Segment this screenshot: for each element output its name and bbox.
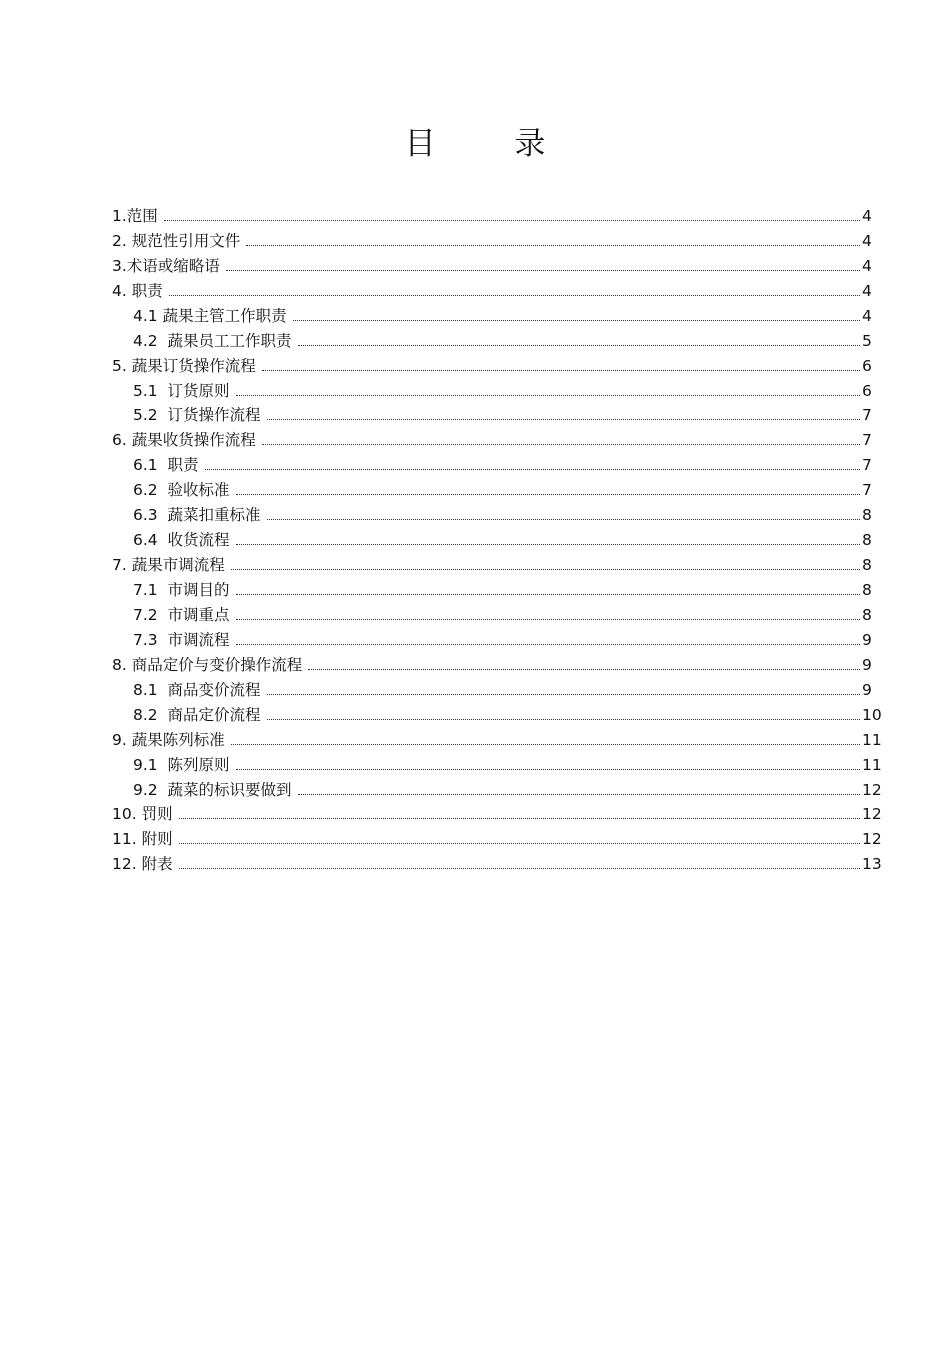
toc-dot-leader <box>179 843 860 844</box>
toc-dot-leader <box>298 794 860 795</box>
toc-entry[interactable] <box>112 201 898 226</box>
toc-dot-leader <box>205 469 860 470</box>
toc-dot-leader <box>231 569 860 570</box>
toc-entry[interactable] <box>112 800 898 825</box>
toc-entry-page-number: 6 <box>862 356 872 375</box>
toc-dot-leader <box>169 295 860 296</box>
toc-entry-label: 9.1 陈列原则 <box>133 755 230 774</box>
toc-entry[interactable] <box>112 251 898 276</box>
toc-entry[interactable] <box>112 301 898 326</box>
toc-dot-leader <box>236 594 860 595</box>
toc-entry-page-number: 7 <box>862 431 872 450</box>
toc-entry-label: 6.4 收货流程 <box>133 531 230 550</box>
toc-entry-page-number: 8 <box>862 581 872 599</box>
toc-entry-label: 5. 蔬果订货操作流程 <box>112 356 256 375</box>
toc-dot-leader <box>308 669 860 670</box>
toc-dot-leader <box>236 769 860 770</box>
toc-entry-label: 11. 附则 <box>112 830 173 849</box>
toc-dot-leader <box>246 245 860 246</box>
toc-dot-leader <box>236 544 860 545</box>
toc-dot-leader <box>236 619 860 620</box>
toc-entry[interactable] <box>112 849 898 874</box>
toc-entry-label: 5.1 订货原则 <box>133 381 230 400</box>
table-of-contents <box>112 201 898 874</box>
toc-entry-label: 8.1 商品变价流程 <box>133 680 261 699</box>
toc-entry-page-number: 9 <box>862 680 872 699</box>
toc-entry-page-number: 12 <box>862 830 882 849</box>
toc-dot-leader <box>236 494 860 495</box>
toc-entry-page-number: 12 <box>862 780 882 799</box>
toc-entry[interactable] <box>112 376 898 401</box>
toc-entry-label: 5.2 订货操作流程 <box>133 406 261 425</box>
toc-entry[interactable] <box>112 650 898 675</box>
toc-entry[interactable] <box>112 276 898 301</box>
toc-entry[interactable] <box>112 500 898 525</box>
toc-entry-label: 10. 罚则 <box>112 805 173 824</box>
toc-dot-leader <box>267 519 860 520</box>
toc-entry-label: 2. 规范性引用文件 <box>112 231 241 250</box>
toc-dot-leader <box>236 644 860 645</box>
toc-entry[interactable] <box>112 675 898 700</box>
toc-entry-page-number: 13 <box>862 855 882 874</box>
toc-entry[interactable] <box>112 226 898 251</box>
toc-entry-page-number: 8 <box>862 531 872 550</box>
toc-entry-page-number: 7 <box>862 406 872 425</box>
toc-dot-leader <box>262 444 860 445</box>
toc-entry-page-number: 9 <box>862 655 872 674</box>
toc-entry-label: 7.1 市调目的 <box>133 581 230 599</box>
toc-entry-page-number: 12 <box>862 805 882 824</box>
toc-entry-label: 3.术语或缩略语 <box>112 256 220 275</box>
toc-entry[interactable] <box>112 625 898 650</box>
toc-entry-label: 7.2 市调重点 <box>133 605 230 624</box>
toc-entry-page-number: 4 <box>862 256 872 275</box>
toc-dot-leader <box>179 868 860 869</box>
toc-entry-label: 12. 附表 <box>112 855 173 874</box>
toc-entry[interactable] <box>112 575 898 600</box>
page-title: 目 录 <box>404 126 546 162</box>
toc-dot-leader <box>236 395 860 396</box>
toc-entry-label: 6. 蔬果收货操作流程 <box>112 431 256 450</box>
toc-entry[interactable] <box>112 425 898 450</box>
toc-entry[interactable] <box>112 401 898 426</box>
toc-entry-page-number: 7 <box>862 481 872 500</box>
toc-dot-leader <box>293 320 860 321</box>
toc-entry-label: 4.2 蔬果员工工作职责 <box>133 331 292 350</box>
toc-entry-label: 1.范围 <box>112 206 158 225</box>
toc-entry-label: 9.2 蔬菜的标识要做到 <box>133 780 292 799</box>
toc-entry[interactable] <box>112 775 898 800</box>
toc-entry-label: 8. 商品定价与变价操作流程 <box>112 655 303 674</box>
toc-entry-label: 6.3 蔬菜扣重标准 <box>133 506 261 525</box>
toc-dot-leader <box>179 818 860 819</box>
toc-entry-label: 9. 蔬果陈列标准 <box>112 730 225 749</box>
toc-entry-label: 4. 职责 <box>112 281 163 300</box>
toc-entry-page-number: 8 <box>862 506 872 525</box>
toc-entry-label: 4.1 蔬果主管工作职责 <box>133 306 287 325</box>
toc-entry[interactable] <box>112 525 898 550</box>
toc-entry[interactable] <box>112 824 898 849</box>
toc-entry-page-number: 11 <box>862 730 882 749</box>
toc-entry[interactable] <box>112 326 898 351</box>
toc-entry[interactable] <box>112 700 898 725</box>
toc-entry-page-number: 8 <box>862 605 872 624</box>
toc-dot-leader <box>267 719 860 720</box>
toc-entry-label: 8.2 商品定价流程 <box>133 705 261 724</box>
toc-dot-leader <box>267 694 860 695</box>
toc-entry-page-number: 4 <box>862 206 872 225</box>
toc-entry-page-number: 4 <box>862 281 872 300</box>
toc-dot-leader <box>226 270 860 271</box>
toc-dot-leader <box>164 220 860 221</box>
toc-dot-leader <box>267 419 860 420</box>
toc-entry[interactable] <box>112 475 898 500</box>
toc-entry-label: 7. 蔬果市调流程 <box>112 556 225 575</box>
toc-entry-page-number: 8 <box>862 556 872 575</box>
toc-dot-leader <box>298 345 860 346</box>
toc-entry-page-number: 11 <box>862 755 882 774</box>
toc-entry[interactable] <box>112 750 898 775</box>
toc-entry-page-number: 4 <box>862 306 872 325</box>
toc-entry-page-number: 7 <box>862 456 872 475</box>
toc-dot-leader <box>262 370 860 371</box>
toc-entry-page-number: 4 <box>862 231 872 250</box>
toc-entry[interactable] <box>112 550 898 575</box>
toc-entry[interactable] <box>112 351 898 376</box>
toc-entry-page-number: 6 <box>862 381 872 400</box>
toc-entry[interactable] <box>112 450 898 475</box>
toc-entry-page-number: 5 <box>862 331 872 350</box>
toc-entry-label: 7.3 市调流程 <box>133 630 230 649</box>
toc-entry-label: 6.2 验收标准 <box>133 481 230 500</box>
toc-entry-label: 6.1 职责 <box>133 456 199 475</box>
toc-entry[interactable] <box>112 725 898 750</box>
toc-dot-leader <box>231 744 860 745</box>
toc-entry-page-number: 9 <box>862 630 872 649</box>
toc-entry[interactable] <box>112 600 898 625</box>
toc-entry-page-number: 10 <box>862 705 882 724</box>
